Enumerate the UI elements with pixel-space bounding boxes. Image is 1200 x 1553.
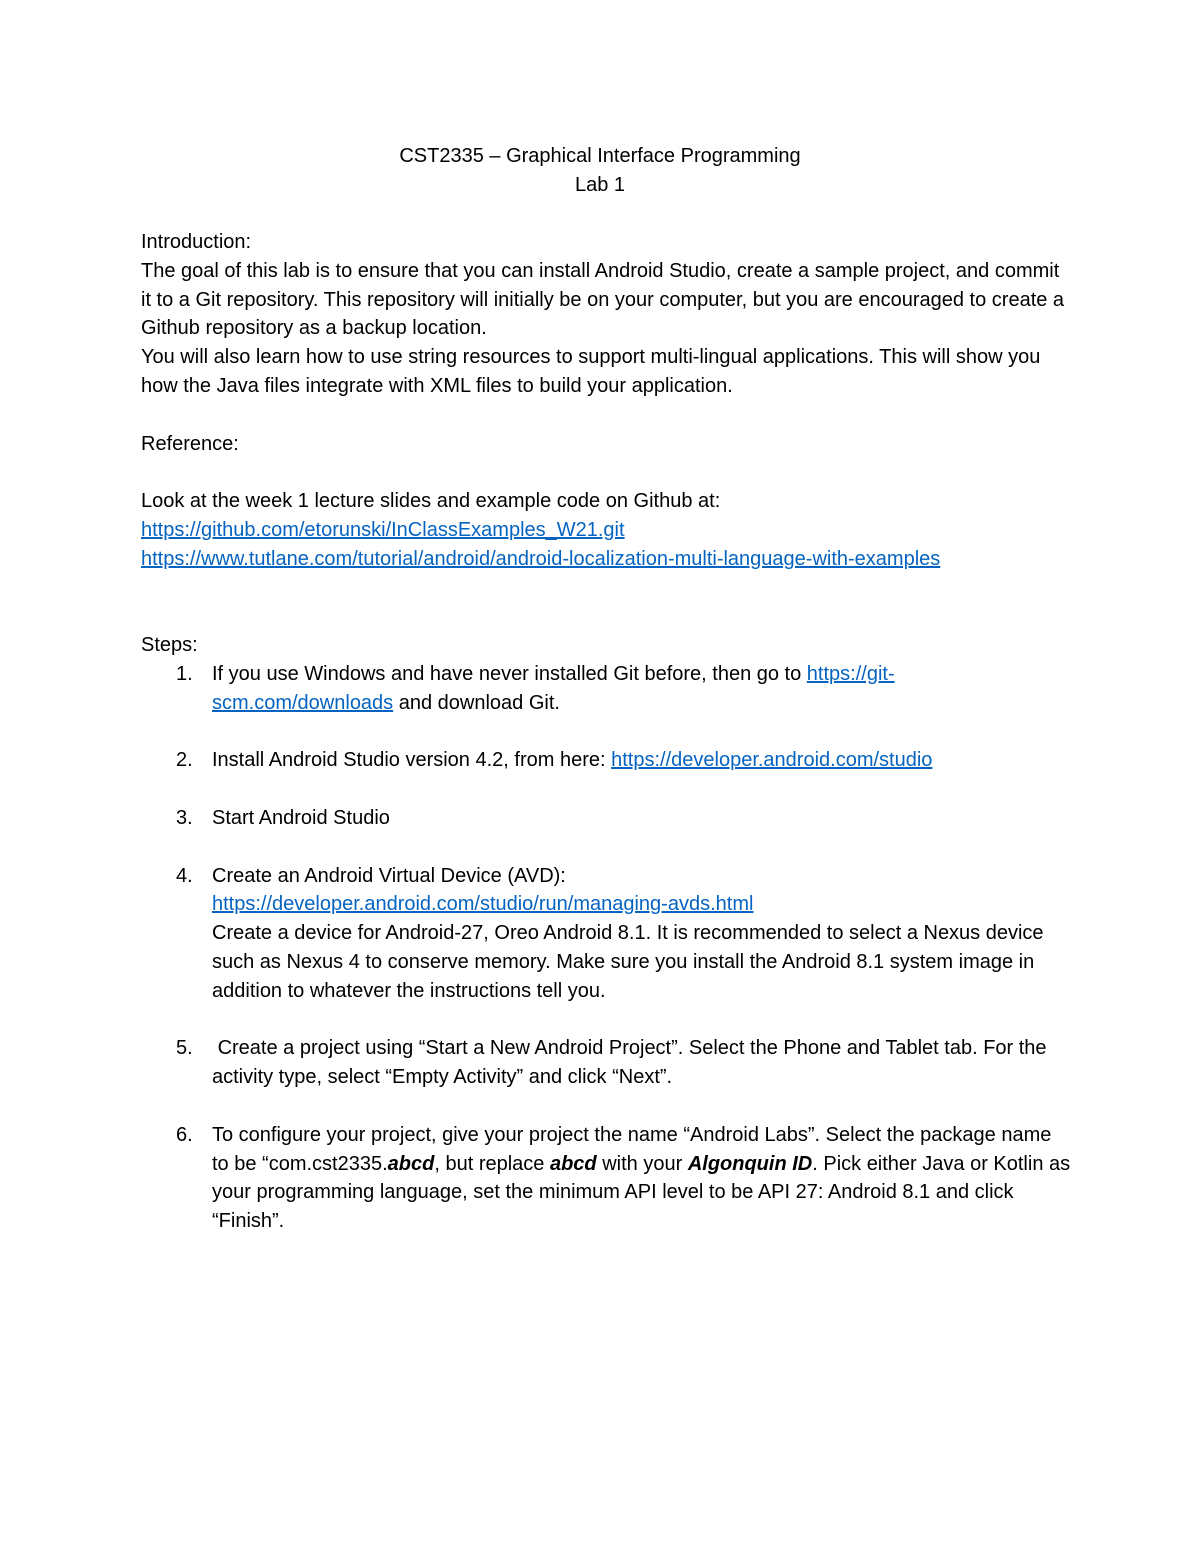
- step-6-text: To configure your project, give your project the name “Android Labs”. Select the package name to be “com.cst2335.: [212, 1123, 1052, 1175]
- github-examples-link[interactable]: https://github.com/etorunski/InClassExamples_W21.git: [141, 518, 625, 541]
- step-number: 3.: [176, 806, 193, 829]
- step-6-text-3: with your: [596, 1152, 688, 1175]
- document-subtitle: Lab 1: [574, 174, 626, 196]
- step-number: 1.: [176, 662, 193, 685]
- step-number: 6.: [176, 1123, 193, 1146]
- step-4-detail: Create a device for Android-27, Oreo Android 8.1. It is recommended to select a Nexus device such as Nexus 4 to conserve memory. Make sure you install the Android 8.1 system image in addition to whatever the instructions tell you.: [212, 922, 1044, 1002]
- document-title: CST2335 – Graphical Interface Programming: [399, 145, 801, 167]
- step-1-text: If you use Windows and have never installed Git before, then go to: [212, 662, 807, 685]
- git-downloads-link[interactable]: https://git-scm.com/downloads: [212, 662, 895, 714]
- step-3-text: Start Android Studio: [212, 806, 390, 829]
- steps-section: [141, 631, 1071, 1236]
- document-body: [141, 228, 1071, 1265]
- step-6-text-2: , but replace: [434, 1152, 550, 1175]
- introduction-heading: Introduction:: [141, 231, 252, 253]
- step-6-algonquin-id: Algonquin ID: [687, 1152, 813, 1175]
- step-1-text-end: and download Git.: [393, 691, 560, 714]
- reference-heading: Reference:: [141, 432, 239, 455]
- step-2: [141, 746, 1071, 775]
- steps-heading: Steps:: [141, 634, 198, 657]
- introduction-paragraph-2: You will also learn how to use string resources to support multi-lingual applications. This will show you how the Java files integrate with XML files to build your application.: [141, 346, 1041, 397]
- introduction-section: [141, 228, 1071, 401]
- step-number: 5.: [176, 1037, 193, 1060]
- step-1: [141, 660, 1071, 718]
- step-3: [141, 804, 1071, 833]
- step-6-package-placeholder: abcd: [387, 1152, 435, 1175]
- step-6-text-4: . Pick either Java or Kotlin as your programming language, set the minimum API level to be API 27: Android 8.1 and click “Finish”.: [212, 1152, 1071, 1233]
- tutlane-localization-link[interactable]: https://www.tutlane.com/tutorial/android/android-localization-multi-language-with-examples: [141, 547, 941, 570]
- step-number: 4.: [176, 864, 193, 887]
- step-2-text: Install Android Studio version 4.2, from here:: [212, 749, 612, 772]
- step-4-text: Create an Android Virtual Device (AVD):: [212, 864, 566, 887]
- steps-list: [141, 660, 1071, 1236]
- reference-text: Look at the week 1 lecture slides and example code on Github at:: [141, 490, 721, 513]
- document-header: [0, 142, 1200, 200]
- step-5: [141, 1034, 1071, 1092]
- step-5-text: Create a project using “Start a New Android Project”. Select the Phone and Tablet tab. For the activity type, select “Empty Activity” and click “Next”.: [212, 1037, 1053, 1089]
- reference-section: [141, 430, 1071, 574]
- android-studio-link[interactable]: https://developer.android.com/studio: [611, 749, 933, 772]
- step-number: 2.: [176, 749, 193, 772]
- step-6: [141, 1121, 1071, 1236]
- introduction-paragraph: The goal of this lab is to ensure that you can install Android Studio, create a sample project, and commit it to a Git repository. This repository will initially be on your computer, but you are encouraged to create a Github repository as a backup location.: [141, 259, 1065, 340]
- step-4: [141, 862, 1071, 1006]
- managing-avds-link[interactable]: https://developer.android.com/studio/run/managing-avds.html: [212, 893, 754, 916]
- step-6-placeholder: abcd: [549, 1152, 597, 1175]
